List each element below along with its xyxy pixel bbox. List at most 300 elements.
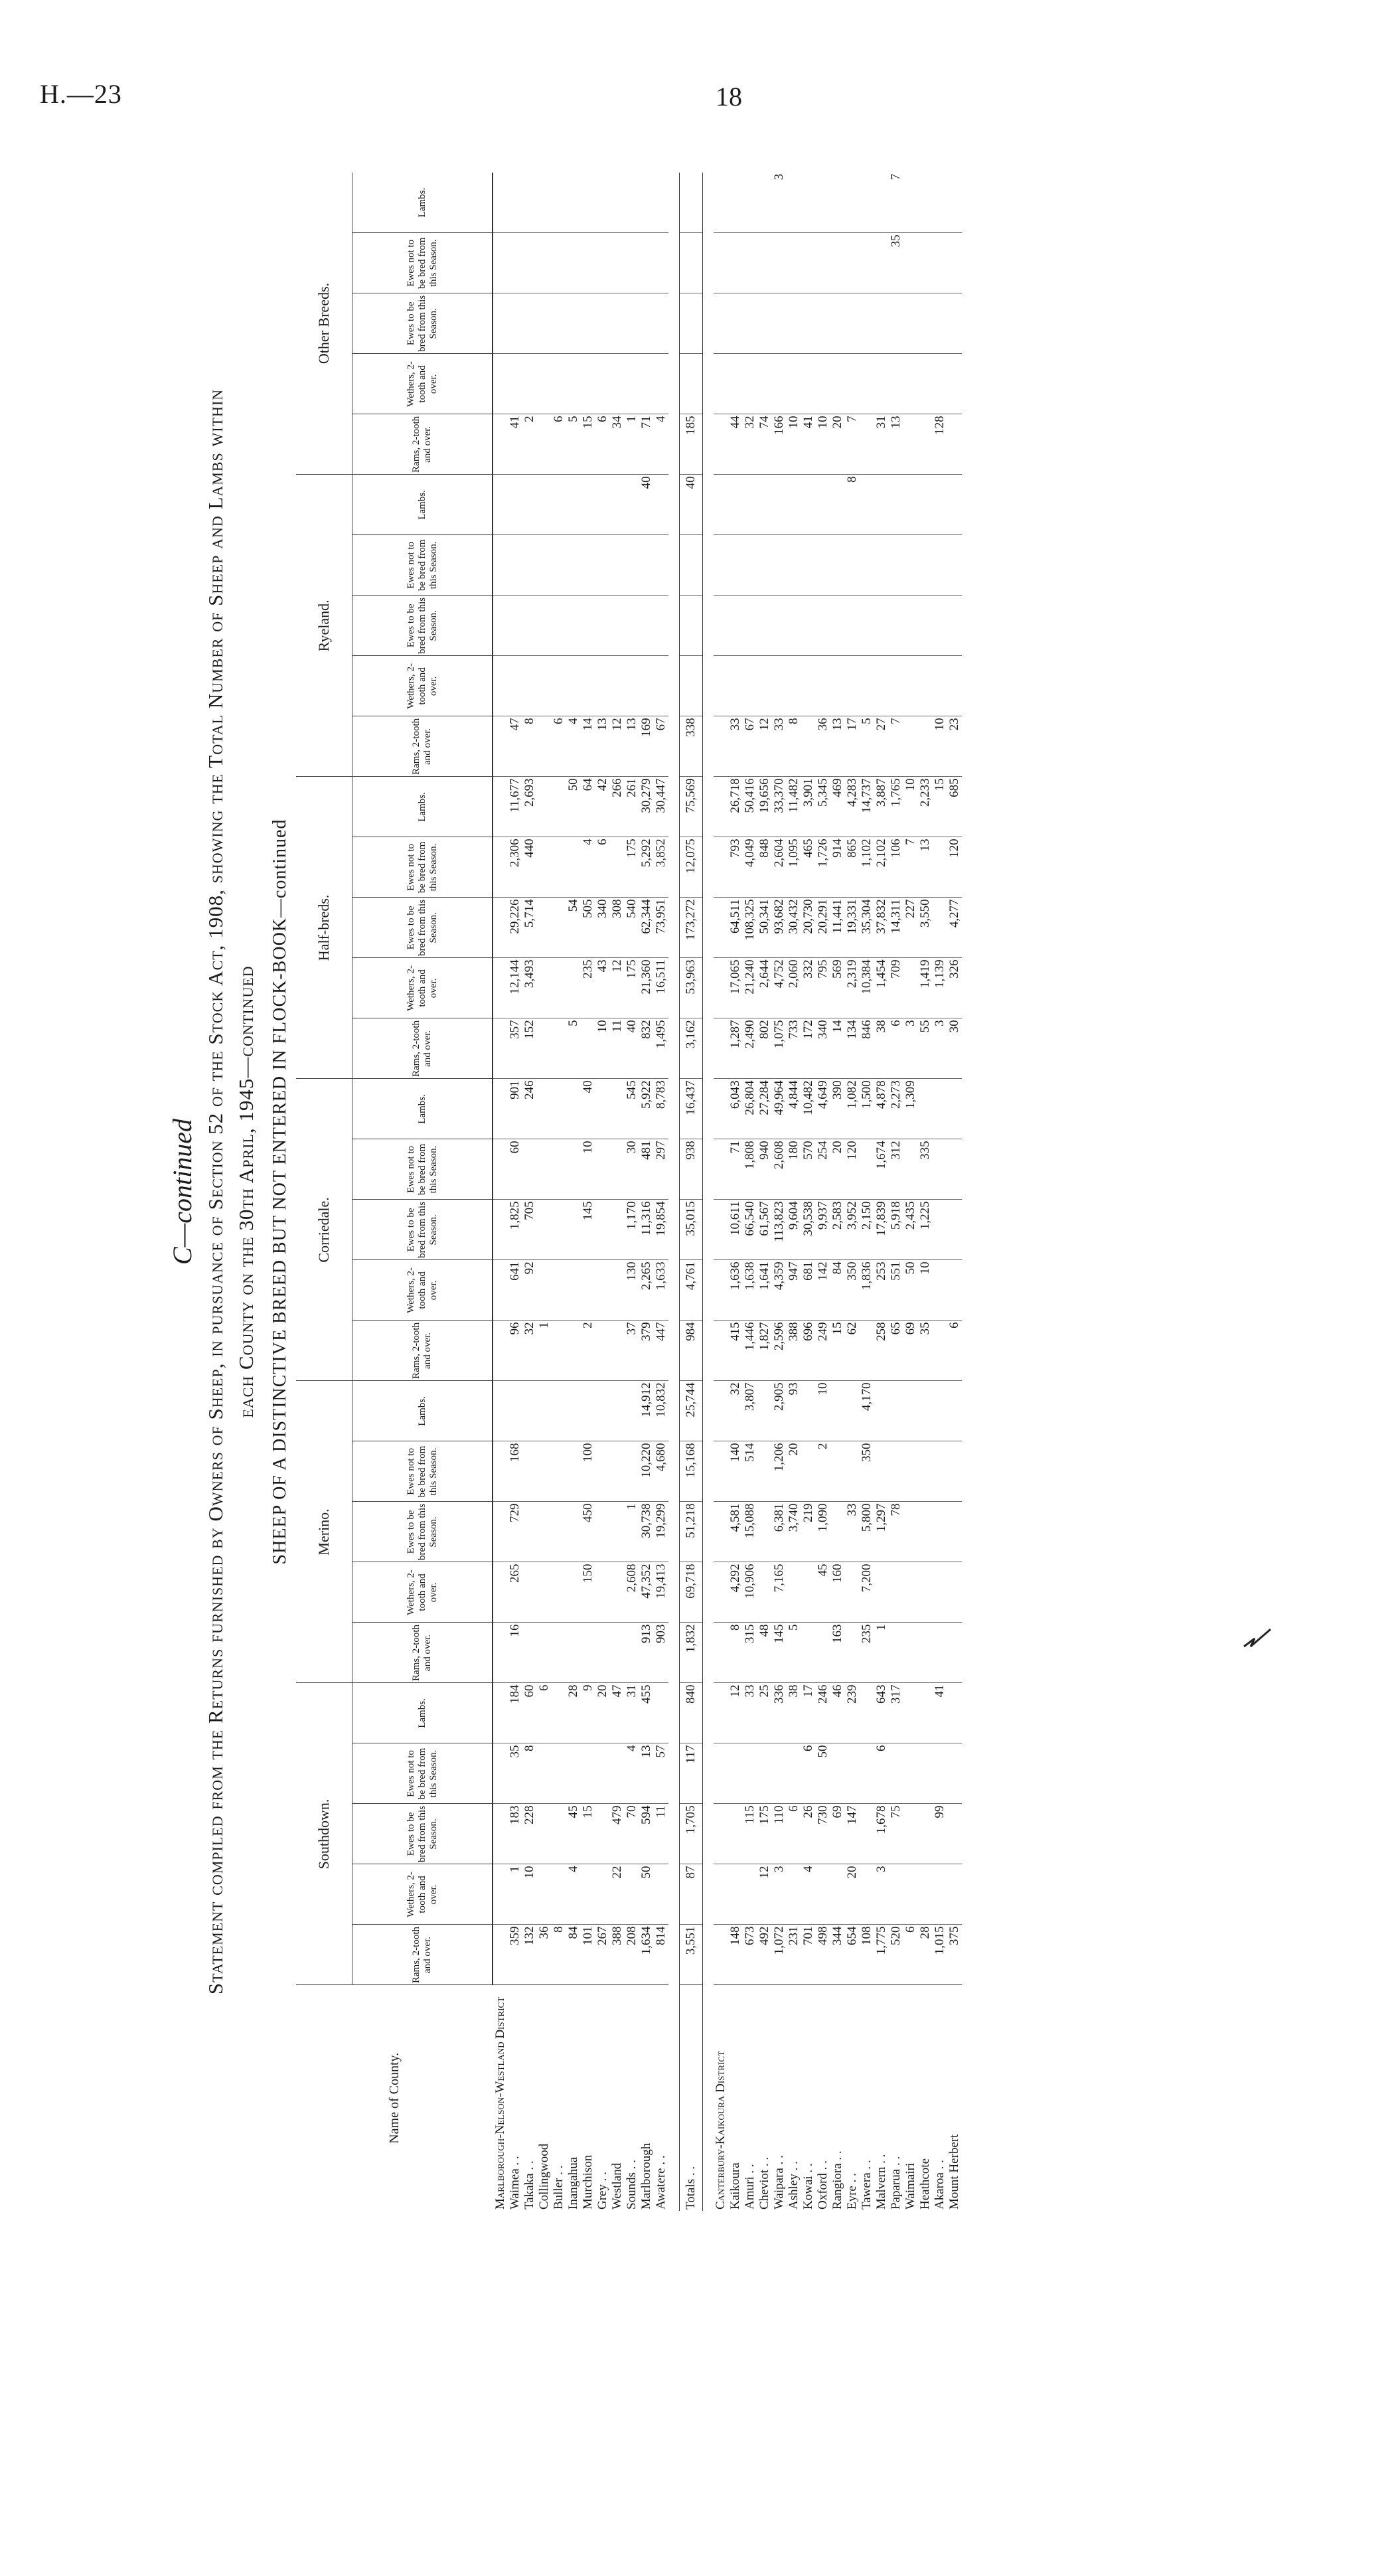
- value-cell: [757, 656, 772, 716]
- county-name: Inangahua: [566, 1985, 581, 2211]
- value-cell: [522, 1562, 537, 1623]
- value-cell: [537, 173, 552, 233]
- value-cell: [522, 293, 537, 354]
- value-cell: [903, 1864, 918, 1925]
- value-cell: [625, 1441, 639, 1502]
- value-cell: [918, 1381, 933, 1441]
- value-cell: [860, 233, 874, 293]
- county-row: [610, 173, 625, 2211]
- value-cell: [595, 535, 610, 596]
- value-cell: [947, 1743, 962, 1804]
- value-cell: 17,839: [874, 1200, 889, 1260]
- value-cell: [566, 1321, 581, 1381]
- value-cell: 19,656: [757, 777, 772, 837]
- value-cell: 2,319: [845, 958, 860, 1018]
- value-cell: [581, 535, 595, 596]
- breed-group-header-row: [296, 173, 352, 2211]
- value-cell: 9,937: [816, 1200, 830, 1260]
- value-cell: 9: [581, 1683, 595, 1743]
- subcolumn-header: Ewes not to be bred from this Season.: [352, 535, 493, 596]
- value-cell: [874, 1441, 889, 1502]
- value-cell: 1,678: [874, 1804, 889, 1864]
- value-cell: [830, 475, 845, 535]
- value-cell: [654, 535, 668, 596]
- value-cell: [566, 958, 581, 1018]
- value-cell: 30,432: [787, 898, 801, 958]
- value-cell: 62: [845, 1321, 860, 1381]
- value-cell: 21,240: [743, 958, 757, 1018]
- value-cell: [845, 1623, 860, 1683]
- value-cell: 4,170: [860, 1381, 874, 1441]
- value-cell: [566, 837, 581, 898]
- value-cell: 5: [566, 1018, 581, 1079]
- value-cell: 2,490: [743, 1018, 757, 1079]
- empty-cell: [714, 1683, 728, 1743]
- value-cell: [787, 1743, 801, 1804]
- value-cell: 16: [508, 1623, 522, 1683]
- value-cell: 32: [743, 414, 757, 475]
- value-cell: 2,583: [830, 1200, 845, 1260]
- value-cell: 415: [728, 1321, 743, 1381]
- county-name: Mount Herbert: [947, 1985, 962, 2211]
- value-cell: 12: [728, 1683, 743, 1743]
- empty-cell: [493, 293, 508, 354]
- value-cell: 2,102: [874, 837, 889, 898]
- county-row: [874, 173, 889, 2211]
- county-name: Paparua . .: [889, 1985, 903, 2211]
- statement-title: [200, 173, 262, 2211]
- county-row: [522, 173, 537, 2211]
- value-cell: 145: [581, 1200, 595, 1260]
- empty-cell: [493, 1321, 508, 1381]
- subcolumn-header: Lambs.: [352, 1381, 493, 1441]
- value-cell: 340: [595, 898, 610, 958]
- value-cell: 87: [680, 1864, 703, 1925]
- value-cell: [610, 1743, 625, 1804]
- value-cell: 3: [933, 1018, 947, 1079]
- value-cell: [610, 1381, 625, 1441]
- subcolumn-header: Ewes not to be bred from this Season.: [352, 233, 493, 293]
- value-cell: [595, 1441, 610, 1502]
- value-cell: [581, 656, 595, 716]
- value-cell: [947, 1441, 962, 1502]
- value-cell: 1,446: [743, 1321, 757, 1381]
- subcolumn-header: Lambs.: [352, 777, 493, 837]
- value-cell: [537, 233, 552, 293]
- value-cell: [522, 1139, 537, 1200]
- value-cell: 19,299: [654, 1502, 668, 1562]
- value-cell: 106: [889, 837, 903, 898]
- value-cell: [508, 475, 522, 535]
- county-row: [639, 173, 654, 2211]
- value-cell: 93: [787, 1381, 801, 1441]
- value-cell: [903, 1139, 918, 1200]
- value-cell: 643: [874, 1683, 889, 1743]
- value-cell: 64,511: [728, 898, 743, 958]
- value-cell: 357: [508, 1018, 522, 1079]
- value-cell: 13: [830, 716, 845, 777]
- value-cell: [552, 656, 566, 716]
- value-cell: 10,482: [801, 1079, 816, 1139]
- value-cell: 7: [845, 414, 860, 475]
- county-name-header: Name of County.: [296, 1985, 493, 2211]
- value-cell: 8: [522, 1743, 537, 1804]
- value-cell: [566, 1562, 581, 1623]
- value-cell: [654, 1864, 668, 1925]
- value-cell: 15: [933, 777, 947, 837]
- value-cell: [610, 837, 625, 898]
- value-cell: 20: [845, 1864, 860, 1925]
- value-cell: 12: [757, 1864, 772, 1925]
- value-cell: [508, 293, 522, 354]
- value-cell: 317: [889, 1683, 903, 1743]
- subcolumn-header: Ewes to be bred from this Season.: [352, 596, 493, 656]
- county-name: Takaka . .: [522, 1985, 537, 2211]
- value-cell: [933, 293, 947, 354]
- value-cell: 148: [728, 1925, 743, 1985]
- value-cell: [566, 475, 581, 535]
- value-cell: 335: [918, 1139, 933, 1200]
- value-cell: 50: [903, 1260, 918, 1321]
- value-cell: 1,636: [728, 1260, 743, 1321]
- empty-cell: [714, 354, 728, 414]
- value-cell: 1,832: [680, 1623, 703, 1683]
- value-cell: 25,744: [680, 1381, 703, 1441]
- value-cell: 41: [508, 414, 522, 475]
- value-cell: 45: [566, 1804, 581, 1864]
- empty-cell: [493, 1683, 508, 1743]
- value-cell: 6: [595, 837, 610, 898]
- value-cell: 4,277: [947, 898, 962, 958]
- value-cell: [537, 1018, 552, 1079]
- value-cell: [581, 1018, 595, 1079]
- value-cell: [947, 1139, 962, 1200]
- value-cell: [933, 1864, 947, 1925]
- value-cell: 492: [757, 1925, 772, 1985]
- value-cell: 938: [680, 1139, 703, 1200]
- value-cell: [508, 354, 522, 414]
- value-cell: 3,887: [874, 777, 889, 837]
- value-cell: [610, 1321, 625, 1381]
- value-cell: 3: [772, 1864, 787, 1925]
- value-cell: 2,150: [860, 1200, 874, 1260]
- value-cell: [801, 354, 816, 414]
- value-cell: 1: [508, 1864, 522, 1925]
- value-cell: 10: [903, 777, 918, 837]
- value-cell: 2,435: [903, 1200, 918, 1260]
- value-cell: [552, 1079, 566, 1139]
- value-cell: [595, 1743, 610, 1804]
- value-cell: [830, 1381, 845, 1441]
- value-cell: 4: [566, 1864, 581, 1925]
- county-name: Amuri . .: [743, 1985, 757, 2211]
- value-cell: [537, 1381, 552, 1441]
- value-cell: 1: [874, 1623, 889, 1683]
- value-cell: [581, 354, 595, 414]
- value-cell: 1,225: [918, 1200, 933, 1260]
- county-row: [625, 173, 639, 2211]
- value-cell: 4: [654, 414, 668, 475]
- value-cell: 1,309: [903, 1079, 918, 1139]
- value-cell: 914: [830, 837, 845, 898]
- empty-cell: [714, 1804, 728, 1864]
- value-cell: 12: [610, 716, 625, 777]
- value-cell: [610, 1441, 625, 1502]
- value-cell: 163: [830, 1623, 845, 1683]
- value-cell: [830, 1864, 845, 1925]
- value-cell: 8: [728, 1623, 743, 1683]
- value-cell: 2,233: [918, 777, 933, 837]
- value-cell: 30: [625, 1139, 639, 1200]
- value-cell: [566, 1079, 581, 1139]
- value-cell: [860, 1804, 874, 1864]
- value-cell: [816, 354, 830, 414]
- value-cell: 33,370: [772, 777, 787, 837]
- value-cell: [595, 475, 610, 535]
- empty-cell: [493, 1864, 508, 1925]
- value-cell: [889, 596, 903, 656]
- value-cell: [581, 173, 595, 233]
- county-row: [816, 173, 830, 2211]
- value-cell: 10: [595, 1018, 610, 1079]
- value-cell: 50: [566, 777, 581, 837]
- value-cell: [595, 1381, 610, 1441]
- empty-cell: [714, 656, 728, 716]
- value-cell: [625, 173, 639, 233]
- value-cell: 28: [566, 1683, 581, 1743]
- value-cell: [680, 535, 703, 596]
- value-cell: [566, 1200, 581, 1260]
- value-cell: [610, 173, 625, 233]
- value-cell: 1: [537, 1321, 552, 1381]
- value-cell: [947, 293, 962, 354]
- value-cell: 12,075: [680, 837, 703, 898]
- value-cell: 3,162: [680, 1018, 703, 1079]
- value-cell: [566, 233, 581, 293]
- value-cell: [610, 1079, 625, 1139]
- breed-group-header: Corriedale.: [296, 1079, 352, 1381]
- value-cell: [552, 596, 566, 656]
- statement-title-line-2: each County on the 30th April, 1945—continued: [234, 965, 258, 1418]
- value-cell: 1,139: [933, 958, 947, 1018]
- empty-cell: [714, 837, 728, 898]
- value-cell: 5,714: [522, 898, 537, 958]
- value-cell: [801, 1562, 816, 1623]
- value-cell: 12: [757, 716, 772, 777]
- value-cell: [522, 1441, 537, 1502]
- value-cell: [801, 1623, 816, 1683]
- value-cell: [537, 535, 552, 596]
- value-cell: [918, 354, 933, 414]
- value-cell: 38: [874, 1018, 889, 1079]
- subcolumn-header: Rams, 2-tooth and over.: [352, 1018, 493, 1079]
- value-cell: 4,359: [772, 1260, 787, 1321]
- county-name: Waipara . .: [772, 1985, 787, 2211]
- value-cell: 3,550: [918, 898, 933, 958]
- county-name: Waimairi: [903, 1985, 918, 2211]
- value-cell: 60: [522, 1683, 537, 1743]
- value-cell: [552, 293, 566, 354]
- value-cell: 7,200: [860, 1562, 874, 1623]
- value-cell: [787, 656, 801, 716]
- value-cell: 134: [845, 1018, 860, 1079]
- value-cell: 2,604: [772, 837, 787, 898]
- value-cell: [845, 293, 860, 354]
- value-cell: 31: [874, 414, 889, 475]
- value-cell: [874, 596, 889, 656]
- value-cell: 2,693: [522, 777, 537, 837]
- value-cell: 254: [816, 1139, 830, 1200]
- value-cell: 41: [801, 414, 816, 475]
- value-cell: 43: [595, 958, 610, 1018]
- value-cell: 8,783: [654, 1079, 668, 1139]
- value-cell: 450: [581, 1502, 595, 1562]
- value-cell: 115: [743, 1804, 757, 1864]
- empty-cell: [493, 475, 508, 535]
- value-cell: [860, 173, 874, 233]
- value-cell: 2,905: [772, 1381, 787, 1441]
- value-cell: [728, 233, 743, 293]
- district-name: Marlborough-Nelson-Westland District: [493, 1985, 508, 2211]
- value-cell: [947, 233, 962, 293]
- empty-cell: [714, 1864, 728, 1925]
- value-cell: 379: [639, 1321, 654, 1381]
- value-cell: [537, 475, 552, 535]
- value-cell: 130: [625, 1260, 639, 1321]
- value-cell: 332: [801, 958, 816, 1018]
- value-cell: [680, 596, 703, 656]
- value-cell: [680, 656, 703, 716]
- value-cell: 20: [830, 1139, 845, 1200]
- value-cell: 175: [757, 1804, 772, 1864]
- value-cell: 681: [801, 1260, 816, 1321]
- value-cell: 31: [625, 1683, 639, 1743]
- value-cell: [860, 535, 874, 596]
- spacer-row: [703, 173, 714, 2211]
- value-cell: 984: [680, 1321, 703, 1381]
- value-cell: 26,718: [728, 777, 743, 837]
- county-name: Heathcote: [918, 1985, 933, 2211]
- empty-cell: [714, 173, 728, 233]
- value-cell: [595, 1804, 610, 1864]
- value-cell: 4,761: [680, 1260, 703, 1321]
- value-cell: 249: [816, 1321, 830, 1381]
- value-cell: 1,082: [845, 1079, 860, 1139]
- value-cell: [537, 1804, 552, 1864]
- value-cell: 8: [845, 475, 860, 535]
- value-cell: 1,775: [874, 1925, 889, 1985]
- value-cell: 147: [845, 1804, 860, 1864]
- value-cell: 19,331: [845, 898, 860, 958]
- county-name: Kowai . .: [801, 1985, 816, 2211]
- value-cell: [918, 1864, 933, 1925]
- empty-cell: [714, 535, 728, 596]
- value-cell: [816, 1864, 830, 1925]
- value-cell: 1,634: [639, 1925, 654, 1985]
- value-cell: 92: [522, 1260, 537, 1321]
- value-cell: [639, 596, 654, 656]
- value-cell: 4,680: [654, 1441, 668, 1502]
- value-cell: [918, 1683, 933, 1743]
- value-cell: 7: [903, 837, 918, 898]
- value-cell: 455: [639, 1683, 654, 1743]
- value-cell: [537, 958, 552, 1018]
- value-cell: [552, 1321, 566, 1381]
- value-cell: [728, 1743, 743, 1804]
- value-cell: 84: [566, 1925, 581, 1985]
- county-name: Waimea . .: [508, 1985, 522, 2211]
- value-cell: 8: [787, 716, 801, 777]
- value-cell: [933, 1321, 947, 1381]
- value-cell: 846: [860, 1018, 874, 1079]
- subcolumn-header: Rams, 2-tooth and over.: [352, 1925, 493, 1985]
- value-cell: 10,906: [743, 1562, 757, 1623]
- value-cell: [787, 233, 801, 293]
- value-cell: 5,922: [639, 1079, 654, 1139]
- value-cell: [947, 414, 962, 475]
- value-cell: [680, 233, 703, 293]
- value-cell: 8: [522, 716, 537, 777]
- value-cell: [625, 535, 639, 596]
- value-cell: [743, 656, 757, 716]
- value-cell: 481: [639, 1139, 654, 1200]
- empty-cell: [714, 958, 728, 1018]
- value-cell: 1,765: [889, 777, 903, 837]
- value-cell: 160: [830, 1562, 845, 1623]
- value-cell: 239: [845, 1683, 860, 1743]
- value-cell: [903, 233, 918, 293]
- value-cell: [933, 1260, 947, 1321]
- value-cell: 32: [728, 1381, 743, 1441]
- value-cell: [918, 1804, 933, 1864]
- value-cell: 13: [639, 1743, 654, 1804]
- value-cell: 65: [889, 1321, 903, 1381]
- value-cell: [947, 1804, 962, 1864]
- value-cell: 594: [639, 1804, 654, 1864]
- value-cell: [522, 535, 537, 596]
- value-cell: 1,638: [743, 1260, 757, 1321]
- breed-group-header: Other Breeds.: [296, 173, 352, 475]
- value-cell: [918, 1562, 933, 1623]
- value-cell: [537, 1562, 552, 1623]
- value-cell: 69: [903, 1321, 918, 1381]
- value-cell: 1,705: [680, 1804, 703, 1864]
- value-cell: [537, 293, 552, 354]
- value-cell: 120: [947, 837, 962, 898]
- value-cell: 101: [581, 1925, 595, 1985]
- value-cell: 6: [947, 1321, 962, 1381]
- value-cell: [595, 656, 610, 716]
- subcolumn-header: Lambs.: [352, 475, 493, 535]
- value-cell: [947, 1260, 962, 1321]
- value-cell: 173,272: [680, 898, 703, 958]
- value-cell: 132: [522, 1925, 537, 1985]
- value-cell: [757, 1441, 772, 1502]
- value-cell: 37: [625, 1321, 639, 1381]
- value-cell: 16,437: [680, 1079, 703, 1139]
- value-cell: [610, 1139, 625, 1200]
- value-cell: [830, 535, 845, 596]
- value-cell: [874, 354, 889, 414]
- value-cell: [757, 1743, 772, 1804]
- value-cell: [816, 596, 830, 656]
- value-cell: 57: [654, 1743, 668, 1804]
- value-cell: [801, 475, 816, 535]
- value-cell: [860, 414, 874, 475]
- value-cell: 235: [581, 958, 595, 1018]
- empty-cell: [714, 1321, 728, 1381]
- value-cell: 1,495: [654, 1018, 668, 1079]
